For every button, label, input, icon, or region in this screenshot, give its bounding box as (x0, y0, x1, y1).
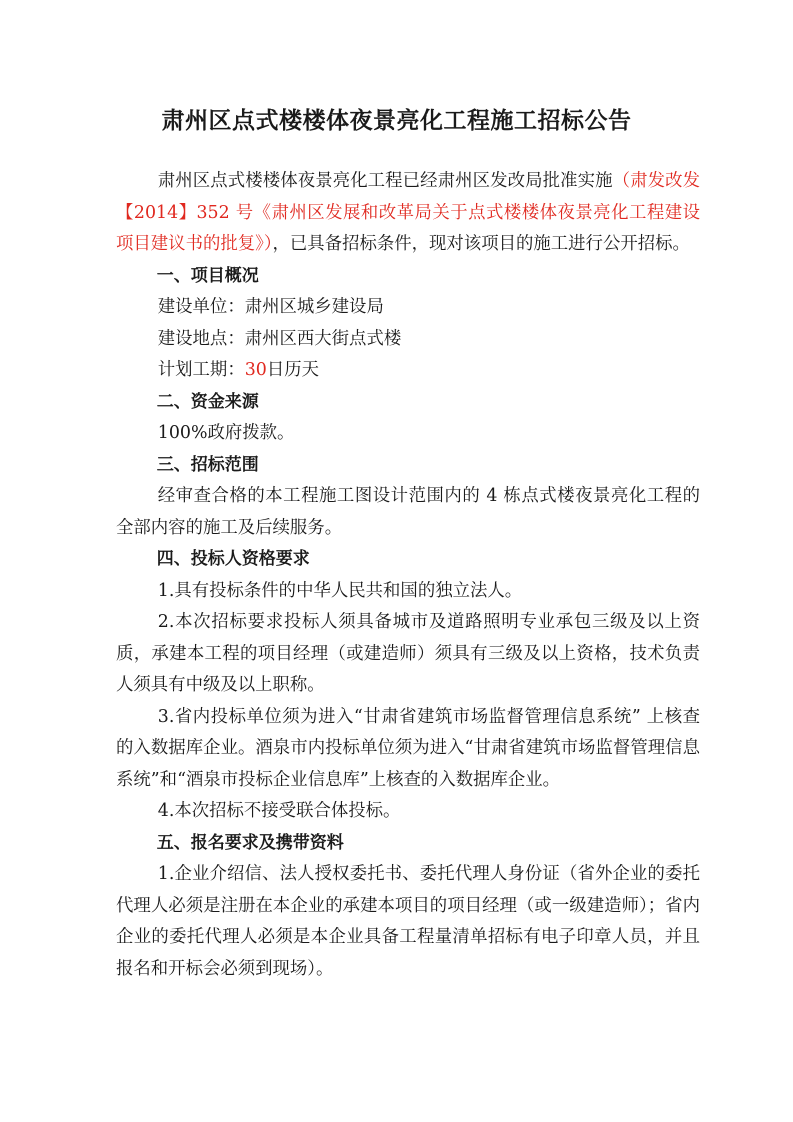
section-heading-registration: 五、报名要求及携带资料 (156, 832, 344, 853)
duration-unit: 日历天 (266, 360, 320, 380)
qualification-item-3: 3.省内投标单位须为进入“甘肃省建筑市场监督管理信息系统” 上核查的入数据库企业。酒泉市内投标单位须为进入“甘肃省建筑市场监督管理信息系统”和“酒泉市投标企业信息库”上核查的入数据库企业。 (116, 706, 700, 790)
project-location: 建设地点：肃州区西大街点式楼 (157, 328, 402, 349)
qualification-item-1: 1.具有投标条件的中华人民共和国的独立法人。 (157, 580, 523, 601)
duration-label: 计划工期： (157, 360, 245, 380)
section-heading-project-overview: 一、项目概况 (156, 265, 259, 286)
intro-paragraph (116, 166, 700, 261)
qualification-item-2: 2.本次招标要求投标人须具备城市及道路照明专业承包三级及以上资质，承建本工程的项目经理（或建造师）须具有三级及以上资格，技术负责人须具有中级及以上职称。 (116, 612, 700, 695)
project-duration (116, 355, 700, 387)
duration-value: 30 (244, 360, 267, 380)
funding-text: 100%政府拨款。 (157, 423, 295, 443)
intro-approval-reference: （肃发改发【2014】352 号《肃州区发展和改革局关于点式楼楼体夜景亮化工程建设项目建议书的批复》） (116, 171, 700, 254)
document-title: 肃州区点式楼楼体夜景亮化工程施工招标公告 (161, 108, 632, 134)
document-body (116, 166, 700, 985)
section-heading-funding: 二、资金来源 (156, 391, 259, 412)
scope-text: 经审查合格的本工程施工图设计范围内的 4 栋点式楼夜景亮化工程的全部内容的施工及后续服务。 (116, 486, 700, 538)
intro-text-1: 肃州区点式楼楼体夜景亮化工程已经肃州区发改局批准实施 (157, 171, 613, 191)
intro-text-3: ，已具备招标条件，现对该项目的施工进行公开招标。 (272, 234, 690, 254)
section-heading-qualifications: 四、投标人资格要求 (156, 549, 310, 569)
section-heading-scope: 三、招标范围 (156, 454, 259, 475)
project-owner: 建设单位：肃州区城乡建设局 (157, 297, 384, 317)
qualification-item-4: 4.本次招标不接受联合体投标。 (157, 801, 401, 821)
registration-item-1: 1.企业介绍信、法人授权委托书、委托代理人身份证（省外企业的委托代理人必须是注册在本企业的承建本项目的项目经理（或一级建造师）；省内企业的委托代理人必须是本企业具备工程量清单招标有电子印章人员，并且报名和开标会必须到现场）。 (116, 864, 700, 979)
